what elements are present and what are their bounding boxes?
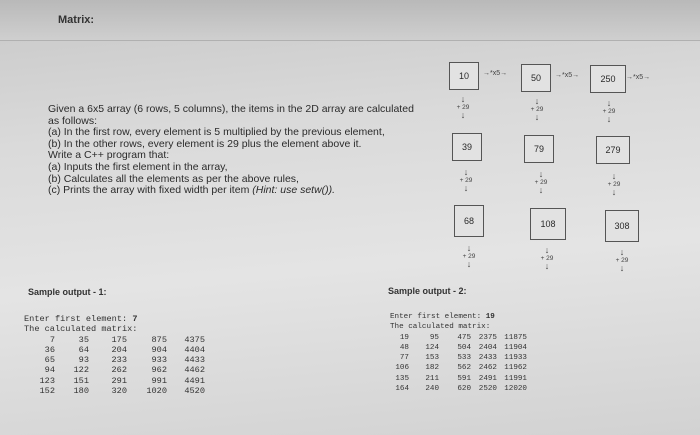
matrix-row <box>390 343 527 353</box>
cell-r2c1: 39 <box>452 133 482 161</box>
matrix-cell: 36 <box>44 344 55 355</box>
cell-r2c2: 79 <box>524 135 554 163</box>
matrix-cell: 904 <box>151 344 167 355</box>
matrix-cell: 11933 <box>504 354 527 363</box>
matrix-cell: 962 <box>151 365 167 376</box>
desc-line-last <box>48 185 448 197</box>
matrix-row <box>24 355 205 365</box>
console-prompt-line: Enter first element: 7 <box>24 314 138 324</box>
matrix-row <box>390 384 527 394</box>
matrix-row <box>24 376 205 386</box>
cell-r2c3: 279 <box>596 136 630 164</box>
desc-hint: (Hint: use setw()). <box>252 184 336 197</box>
matrix-cell: 180 <box>73 386 89 397</box>
matrix-cell: 4520 <box>184 386 205 397</box>
mult-label: →*x5→ <box>483 70 508 77</box>
matrix-cell: 562 <box>457 364 471 373</box>
matrix-cell: 1020 <box>146 386 167 397</box>
add-step: ↓ + 29 ↓ <box>459 167 473 193</box>
matrix-cell: 211 <box>425 374 439 383</box>
cell-r1c3: 250 <box>590 65 626 93</box>
matrix-cell: 93 <box>78 355 89 366</box>
matrix-cell: 2491 <box>478 374 497 383</box>
matrix-cell: 475 <box>457 333 471 342</box>
matrix-cell: 875 <box>151 334 167 345</box>
mult-label: →*x5→ <box>555 72 580 79</box>
add-step: ↓ + 29 ↓ <box>534 169 548 195</box>
add-step: ↓ + 29 ↓ <box>615 247 629 273</box>
desc-line: (b) In the other rows, every element is 29 plus the element above it. <box>48 137 362 150</box>
sample2-console <box>390 312 527 394</box>
problem-description <box>48 104 448 197</box>
desc-last-text: (c) Prints the array with fixed width per item <box>48 184 253 197</box>
matrix-cell: 2520 <box>478 385 497 394</box>
matrix-cell: 4404 <box>184 344 205 355</box>
matrix-cell: 991 <box>151 375 167 386</box>
sample1-matrix <box>24 335 205 397</box>
matrix-row <box>24 335 205 345</box>
matrix-cell: 65 <box>44 355 55 366</box>
desc-line: Write a C++ program that: <box>48 149 170 162</box>
cell-r3c3: 308 <box>605 210 639 242</box>
matrix-cell: 151 <box>73 375 89 386</box>
matrix-cell: 48 <box>399 343 409 352</box>
matrix-cell: 533 <box>457 354 471 363</box>
sample2-label: Sample output - 2: <box>388 286 467 296</box>
add-step: ↓ + 29 ↓ <box>530 96 544 122</box>
matrix-cell: 620 <box>457 385 471 394</box>
matrix-cell: 204 <box>111 344 127 355</box>
page-title: Matrix: <box>58 14 95 26</box>
matrix-cell: 164 <box>395 385 409 394</box>
matrix-cell: 106 <box>395 364 409 373</box>
matrix-row <box>24 386 205 396</box>
console-prompt-line: Enter first element: 19 <box>390 313 495 321</box>
desc-line: as follows: <box>48 114 98 127</box>
matrix-cell: 12020 <box>504 385 527 394</box>
matrix-cell: 11991 <box>504 374 527 383</box>
desc-line: Given a 6x5 array (6 rows, 5 columns), the items in the 2D array are calculated <box>48 103 414 115</box>
matrix-cell: 240 <box>425 385 439 394</box>
cell-r1c1: 10 <box>449 62 479 90</box>
matrix-cell: 4375 <box>184 334 205 345</box>
add-step: ↓ + 29 ↓ <box>456 94 470 120</box>
sample1-label: Sample output - 1: <box>28 287 107 297</box>
cell-r1c2: 50 <box>521 64 551 92</box>
console-heading: The calculated matrix: <box>24 324 138 335</box>
console-heading: The calculated matrix: <box>390 323 491 332</box>
matrix-cell: 152 <box>39 386 55 397</box>
matrix-cell: 124 <box>425 343 439 352</box>
add-step: ↓ + 29 ↓ <box>462 243 476 269</box>
matrix-row <box>390 333 527 343</box>
matrix-cell: 2404 <box>478 343 497 352</box>
matrix-cell: 291 <box>111 375 127 386</box>
desc-line: (a) In the first row, every element is 5 multiplied by the previous element, <box>48 126 385 139</box>
cell-r3c1: 68 <box>454 205 484 237</box>
matrix-cell: 11962 <box>504 364 527 373</box>
matrix-cell: 11875 <box>504 333 527 342</box>
add-step: ↓ + 29 ↓ <box>602 98 616 124</box>
header-bar <box>0 0 700 41</box>
matrix-cell: 123 <box>39 375 55 386</box>
matrix-cell: 153 <box>425 354 439 363</box>
matrix-cell: 35 <box>78 334 89 345</box>
matrix-cell: 7 <box>49 334 55 345</box>
matrix-cell: 2433 <box>478 354 497 363</box>
matrix-cell: 11904 <box>504 343 527 352</box>
matrix-cell: 4462 <box>184 365 205 376</box>
matrix-cell: 262 <box>111 365 127 376</box>
matrix-cell: 135 <box>395 374 409 383</box>
matrix-cell: 2462 <box>478 364 497 373</box>
matrix-cell: 19 <box>399 333 409 342</box>
add-step: ↓ + 29 ↓ <box>540 245 554 271</box>
matrix-cell: 591 <box>457 374 471 383</box>
sample1-console <box>24 314 205 396</box>
matrix-cell: 77 <box>399 354 409 363</box>
matrix-cell: 504 <box>457 343 471 352</box>
matrix-row <box>390 353 527 363</box>
matrix-cell: 64 <box>78 344 89 355</box>
matrix-cell: 2375 <box>478 333 497 342</box>
mult-label: →*x5→ <box>626 74 651 81</box>
matrix-cell: 933 <box>151 355 167 366</box>
matrix-cell: 122 <box>73 365 89 376</box>
matrix-cell: 320 <box>111 386 127 397</box>
desc-line: (b) Calculates all the elements as per the above rules, <box>48 172 299 185</box>
sample2-matrix <box>390 333 527 395</box>
matrix-cell: 95 <box>429 333 439 342</box>
matrix-cell: 233 <box>111 355 127 366</box>
matrix-cell: 4433 <box>184 355 205 366</box>
cell-r3c2: 108 <box>530 208 566 240</box>
add-step: ↓ + 29 ↓ <box>607 171 621 197</box>
matrix-cell: 4491 <box>184 375 205 386</box>
matrix-cell: 182 <box>425 364 439 373</box>
matrix-row <box>24 345 205 355</box>
matrix-row <box>24 365 205 375</box>
matrix-row <box>390 363 527 373</box>
matrix-cell: 175 <box>111 334 127 345</box>
matrix-row <box>390 374 527 384</box>
desc-line: (a) Inputs the first element in the array, <box>48 160 228 173</box>
matrix-cell: 94 <box>44 365 55 376</box>
